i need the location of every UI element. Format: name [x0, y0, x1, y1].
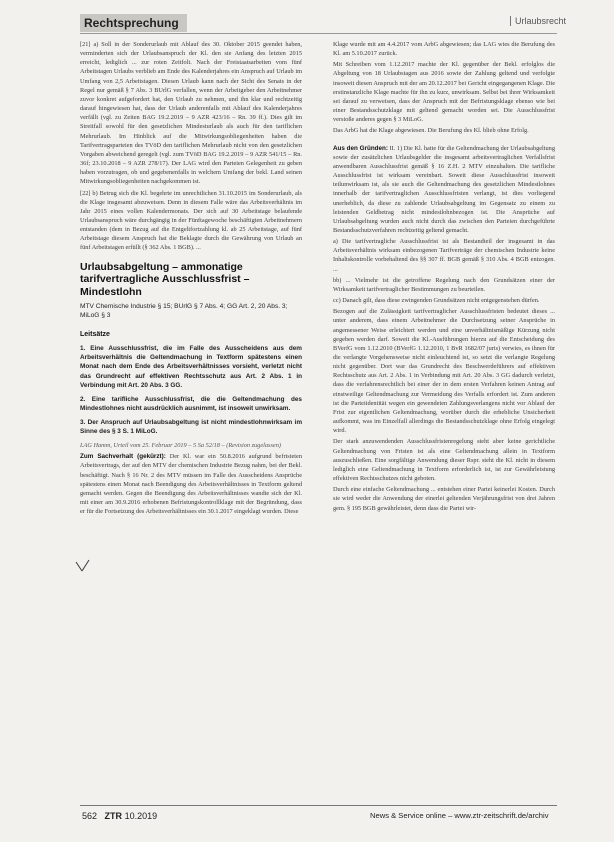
leitsaetze-title: Leitsätze [80, 331, 110, 339]
facts-lead: Zum Sachverhalt (gekürzt): [80, 453, 166, 461]
leitsatz-1: 1. Eine Ausschlussfrist, die im Falle des Ausscheidens aus dem Arbeitsverhältnis die Geltendmachung in Textform spätestens einen Monat nach dem Ende des Arbeitsverhältnisses vorsieht, verletzt nicht das Grundrecht auf effektiven Rechtsschutz aus Art. 2 Abs. 1 in Verbindung mit Art. 20 Abs. 3 GG. [80, 345, 302, 389]
decision-headline: Urlaubsabgeltung – ammonatige tarifvertragliche Ausschlussfrist – Mindestlohn [80, 260, 250, 298]
section-label: Rechtsprechung [80, 14, 187, 32]
grounds-text-1: II. 1) Die Kl. hatte für die Geltendmachung der Urlaubsabgeltung sowie der zusätzlichen Urlaubsgelder die insgesamt arbeitsvertraglichen Verfallsfrist anwendbaren Ausschlussfrist gemäß § 16 Z.H. 2 MTV einzuhalten. Die tarifliche Ausschlussfrist ist wirksam vereinbart. Soweit diese Ausschlussfrist insoweit teilunwirksam ist, als sie auch die Geltendmachung des gesetzlichen Mindestlohnes innerhalb der tarifvertraglichen Ausschlussfristen verlangt, ist dies vorliegend unerheblich, da diese zu zahlende Urlaubsabgeltung im Gegensatz zu einem zu leistenden Geldbetrag nicht mindestlohnbezogen ist. Die Ansprüche auf Urlaubsabgeltung wurden auch nicht durch das zwischen den Parteien durchgeführte Bestandsschutzverfahren rechtzeitig geltend gemacht. [333, 144, 555, 234]
grounds-lead: Aus den Gründen: [333, 144, 388, 152]
decision-source: LAG Hamm, Urteil vom 25. Februar 2019 – 5 Sa 52/18 – (Revision zugelassen) [80, 442, 281, 450]
right-paragraph-1: Klage wurde mit am 4.4.2017 vom ArbG abgewiesen; das LAG wies die Berufung des Kl. am 5.10.2017 zurück. [333, 41, 555, 58]
page-number: 562 [82, 811, 98, 821]
footer-rule [80, 805, 557, 806]
category-label: Urlaubsrecht [510, 16, 566, 26]
grounds-paragraph-2: a) Die tarifvertragliche Ausschlussfrist ist als Bestandteil der insgesamt in das Arbeitsverhältnis wirksam einbezogenen Tarifverträge der chemischen Industrie keine Inhaltskontrolle vorbehaltend des §§ 307 ff. BGB gemäß § 310 Abs. 4 BGB entzogen. ... [333, 238, 555, 273]
grounds-paragraph [333, 144, 555, 236]
facts-text: Der Kl. war ein 50.8.2016 aufgrund befristeten Arbeitsvertrags, der auf den MTV der chemischen Industrie Bezug nahm, bei der Bekl. beschäftigt. Nach § 16 Nr. 2 des MTV müssen im Falle des Ausscheidens Ansprüche spätestens einen Monat nach Beendigung des Arbeitsverhältnisses in Textform geltend gemacht werden. Gegen die Beendigung des Arbeitsverhältnisses wandte sich der Kl. mit einer am 30.9.2016 erhobenen Befristungskontrollklage mit der Begründung, dass er für die Fortsetzung des Arbeitsverhältnisses ein 30.1.2017 eingeklagt wurden. Diese [80, 453, 302, 516]
grounds-paragraph-7: Durch eine einfache Geltendmachung ... entstehen einer Partei keinerlei Kosten. Durch sie wird weder die Anwendung der einerlei geltenden Verjährungsfrist von drei Jahren gem. § 195 BGB gewährleistet, denn dass die Partei wir- [333, 486, 555, 512]
decision-norms: MTV Chemische Industrie § 15; BUrlG § 7 Abs. 4; GG Art. 2, 20 Abs. 3; MiLoG § 3 [80, 303, 288, 320]
right-column [333, 40, 555, 515]
left-column [80, 40, 302, 518]
grounds-paragraph-4: cc) Danach gilt, dass diese zwingenden Grundsätzen nicht entgegenstehen dürfen. [333, 297, 540, 305]
grounds-paragraph-5: Bezogen auf die Zulässigkeit tarifvertraglicher Ausschlussfristen bedeutet dieses ... unter anderem, dass einem Arbeitnehmer die Durchsetzung seiner Ansprüche in angemessener Weise erleichtert werden und eine unverhältnismäßige Kürzung nicht gegeben werden darf. Soweit die Kl.-Ausführungen hierzu auf die Entscheidung des BVerfG vom 1.12.2010 (BVerfG 1.12.2010, 1 BvR 1682/07 juris) verwies, es ihnen für die verlangte Vorgehensweise nicht einleuchtend ist, so setzt die verlangte Regelung nicht gegenüber. Dort war das Grundrecht des Beschwerdeführers auf effektiven Rechtsschutz aus Art. 2 Abs. 1 in Verbindung mit Art. 20 Abs. 3 GG dadurch verletzt, dass die verfahrensrechtlich bei einer der in dem ersten Verfahren keinen Antrag auf einstweilige Geltendmachung zur Vermeidung des Verfalls erfordert ist. Zum anderen ist die Parteiidentität wegen ein gewendeten Zahlungsverlangens nicht vor Ablauf der Frist zur eigentlichen Geltendmachung, worüber durch die erhebliche Unsicherheit aufkommt, was im Einzelfall allerdings die Bestandsschutzklage ohne Erfolg eingelegt wird. [333, 308, 555, 435]
header-rule [80, 33, 557, 34]
right-paragraph-3: Das ArbG hat die Klage abgewiesen. Die Berufung des Kl. blieb ohne Erfolg. [333, 127, 529, 135]
right-paragraph-2: Mit Schreiben vom 1.12.2017 machte der Kl. gegenüber der Bekl. erfolglos die Abgeltung von 18 Urlaubstagen aus 2016 sowie der Zahlung geltend und verfolgte insoweit diesen Anspruch mit der am 20.12.2017 bei Gericht eingegangenen Klage. Die erstinstanzliche Klage machte für ihn zu kurz, unwirksam. Selbst bei ihrer Wirksamkeit sei darauf zu verweisen, dass der Anspruch mit der Befristungsklage ebenso wie bei einer Bestandsschutzklage mit geltend gemacht worden sei. Die Ausschlussfrist verstoße anderes gegen § 3 MiLoG. [333, 61, 555, 124]
journal-issue: 10.2019 [124, 811, 158, 821]
handwritten-check-icon [74, 559, 92, 573]
grounds-paragraph-6: Der stark anzuwendenden Ausschlussfristenregelung steht aber keine gerichtliche Geltendmachung von Fristen ist als eine Geltendmachung allein in Textform auszuschließen. Eine sorgfältige Anwendung dieser Rspr. steht die Kl. nicht in diesem lediglich eine Geltendmachung in Textform erforderlich ist, ist zur Gewährleistung effektiven Rechtsschutzes nicht geboten. [333, 438, 555, 483]
leitsatz-2: 2. Eine tarifliche Ausschlussfrist, die die Geltendmachung des Mindestlohnes nicht ausdrücklich ausnimmt, ist insoweit unwirksam. [80, 395, 302, 412]
facts-paragraph [80, 452, 302, 516]
grounds-paragraph-3: bb) ... Vielmehr ist die getroffene Regelung nach den Grundsätzen einer der Wirksamkeit tarifvertraglicher Bestimmungen zu beurteilen. [333, 276, 555, 293]
paragraph-22: [22] b) Betrug sich die Kl. begehrte im unrechtlichen 31.10.2015 im Sonderurlaub, als die Klage insgesamt abzuweisen. Denn in diesem Falle wäre das Arbeitsverhältnis im Jahr 2015 eines vollen Kalendermonats. Der sich auf 30 Arbeitstage belaufende Urlaubsanspruch wäre durchgängig in der Fünftagewoche beschäftigten Arbeitnehmern entstanden (dem in Bezug auf die Entgeltfortzahlung kl. ab 25 Arbeitstage, auf fünf Arbeitstage diesem Anspruch hat die Beklagte durch die Gewährung von Urlaub an fünf Arbeitstagen erfüllt (§ 362 Abs. 1 BGB). ... [80, 189, 302, 252]
service-link[interactable]: News & Service online – www.ztr-zeitschrift.de/archiv [370, 811, 549, 820]
paragraph-21: [21] a) Soll in der Sonderurlaub mit Ablauf des 30. Oktober 2015 geendet haben, verminderten sich der Urlaubsanspruch der Kl. den sie Anfang des letzten 2015 erreicht, lediglich ... zur roten Zeitfolt. Nach der Freistaatsarbeiten vom fünf Arbeitstagen Urlaubs verblieb am Ende des Kalenderjahres ein Anspruch auf Urlaub im Umfang von 2,5 Arbeitstagen. Diesen Urlaub kann nach der Sicht des Senats in der Regel nur gemäß § 7 Abs. 3 BUrlG verfallen, wenn der Arbeitgeber den Arbeitnehmer zuvor konkret aufgefordert hat, den Urlaub zu nehmen, und ihn klar und rechtzeitig darauf hingewiesen hat, dass der Urlaub anderenfalls mit Ablauf des Kalenderjahres verfällt (vgl. zu Zeiten BAG 19.2.2019 – 9 AZR 423/16 – Rn. 39 ff.). Dies gilt im Streitfall sowohl für den gesetzlichen Mindesturlaub als auch für den tariflichen Mehrurlaub. Im Hinblick auf die Mitwirkungsobliegenheiten haben die Tarifvertragsparteien des TVöD den tariflichen Mehrurlaub nicht von den gesetzlichen Vorgaben abweichend geregelt (vgl. zum TVöD BAG 19.2.2019 – 9 AZR 541/15 – Rn. 36f; 23.10.2018 – 9 AZR 278/17). Der LAG wird den Parteien Gelegenheit zu geben haben vorzutragen, ob und gegebenenfalls in welchem Umfang der bekl. Land seinen Mitwirkungsobliegenheiten nachgekommen ist. [80, 41, 302, 186]
journal-name: ZTR [104, 811, 123, 821]
leitsatz-3: 3. Der Anspruch auf Urlaubsabgeltung ist nicht mindestlohnwirksam im Sinne des § 3 S. 1 MiLoG. [80, 418, 302, 435]
page-footer [82, 811, 157, 821]
